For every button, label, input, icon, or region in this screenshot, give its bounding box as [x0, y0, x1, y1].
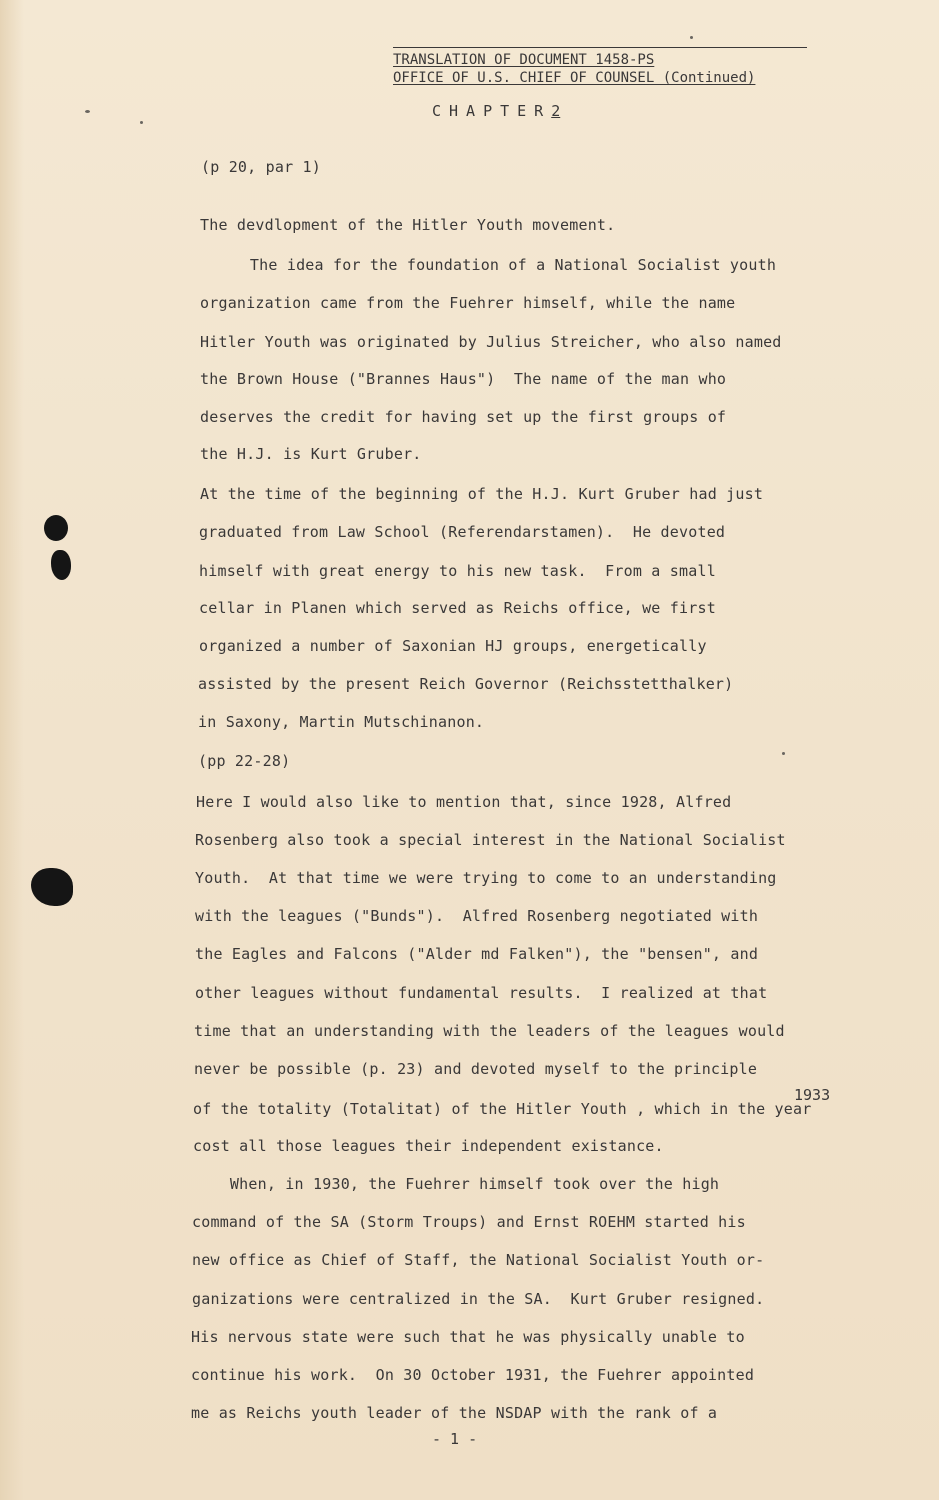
body-line: the Eagles and Falcons ("Alder md Falken"), the "bensen", and — [195, 945, 759, 963]
body-line: never be possible (p. 23) and devoted myself to the principle — [194, 1060, 758, 1078]
header-rule — [393, 47, 807, 48]
punch-hole — [51, 550, 71, 580]
body-line: When, in 1930, the Fuehrer himself took over the high — [193, 1175, 720, 1193]
body-line: Hitler Youth was originated by Julius Streicher, who also named — [200, 333, 782, 351]
body-line: himself with great energy to his new task. From a small — [199, 562, 716, 580]
chapter-heading — [432, 102, 560, 120]
paper-speck — [85, 110, 90, 113]
page-edge-shadow — [0, 0, 24, 1500]
body-line: command of the SA (Storm Troups) and Ernst ROEHM started his — [192, 1213, 746, 1231]
body-line: with the leagues ("Bunds"). Alfred Rosenberg negotiated with — [195, 907, 759, 925]
body-line: graduated from Law School (Referendarstamen). He devoted — [199, 523, 726, 541]
body-line: time that an understanding with the leaders of the leagues would — [194, 1022, 785, 1040]
body-line: cost all those leagues their independent existance. — [193, 1137, 664, 1155]
body-line: deserves the credit for having set up the first groups of — [200, 408, 727, 426]
paper-speck — [782, 752, 785, 755]
body-line: organization came from the Fuehrer himself, while the name — [200, 294, 736, 312]
body-line: in Saxony, Martin Mutschinanon. — [198, 713, 485, 731]
body-line: At the time of the beginning of the H.J. Kurt Gruber had just — [200, 485, 764, 503]
punch-hole — [44, 515, 68, 541]
body-line: of the totality (Totalitat) of the Hitler Youth , which in the year — [193, 1100, 812, 1118]
body-line: His nervous state were such that he was physically unable to — [191, 1328, 745, 1346]
header-title: TRANSLATION OF DOCUMENT 1458-PS — [393, 52, 655, 68]
chapter-number: 2 — [551, 102, 561, 120]
paper-speck — [140, 121, 143, 124]
body-line: ganizations were centralized in the SA. Kurt Gruber resigned. — [192, 1290, 765, 1308]
body-line: cellar in Planen which served as Reichs office, we first — [199, 599, 716, 617]
body-line: organized a number of Saxonian HJ groups, energetically — [199, 637, 707, 655]
body-line: The devdlopment of the Hitler Youth movement. — [200, 216, 616, 234]
body-line: (p 20, par 1) — [201, 158, 321, 176]
chapter-label: CHAPTER — [432, 102, 552, 120]
body-line: Youth. At that time we were trying to come to an understanding — [195, 869, 777, 887]
body-line: Rosenberg also took a special interest in the National Socialist — [195, 831, 786, 849]
page-number: - 1 - — [432, 1430, 478, 1448]
body-line: assisted by the present Reich Governor (Reichsstetthalker) — [198, 675, 734, 693]
body-line: new office as Chief of Staff, the National Socialist Youth or- — [192, 1251, 765, 1269]
handwritten-margin-note: 1933 — [794, 1086, 831, 1104]
body-line: continue his work. On 30 October 1931, the Fuehrer appointed — [191, 1366, 755, 1384]
punch-hole — [31, 868, 73, 906]
body-line: the Brown House ("Brannes Haus") The name of the man who — [200, 370, 727, 388]
header-office: OFFICE OF U.S. CHIEF OF COUNSEL (Continued) — [393, 70, 756, 86]
body-line: other leagues without fundamental results. I realized at that — [195, 984, 768, 1002]
paper-speck — [690, 36, 693, 39]
body-line: the H.J. is Kurt Gruber. — [200, 445, 422, 463]
body-line: Here I would also like to mention that, since 1928, Alfred — [196, 793, 732, 811]
body-line: (pp 22-28) — [198, 752, 291, 770]
body-line: me as Reichs youth leader of the NSDAP with the rank of a — [191, 1404, 718, 1422]
body-line: The idea for the foundation of a National Socialist youth — [213, 256, 777, 274]
